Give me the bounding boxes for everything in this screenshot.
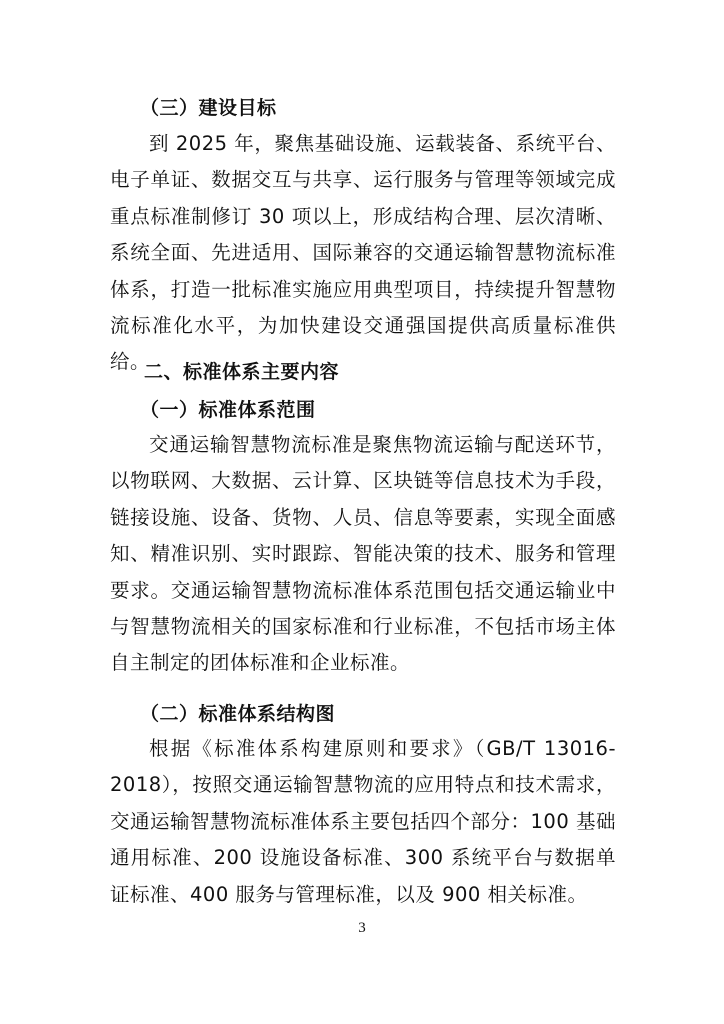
section-heading-structure-diagram: （二）标准体系结构图 <box>140 703 336 725</box>
paragraph-structure-diagram: 根据《标准体系构建原则和要求》（GB/T 13016-2018），按照交通运输智慧物流的应用特点和技术需求，交通运输智慧物流标准体系主要包括四个部分：100 基础通用标准、200 设施设备标准、300 系统平台与数据单证标准、400 服务与管理标准，以及 900 相关标准。 <box>110 737 616 906</box>
section-heading-system-scope: （一）标准体系范围 <box>140 399 316 421</box>
paragraph-system-scope: 交通运输智慧物流标准是聚焦物流运输与配送环节，以物联网、大数据、云计算、区块链等信息技术为手段，链接设施、设备、货物、人员、信息等要素，实现全面感知、精准识别、实时跟踪、智能决策的技术、服务和管理要求。交通运输智慧物流标准体系范围包括交通运输业中与智慧物流相关的国家标准和行业标准，不包括市场主体自主制定的团体标准和企业标准。 <box>110 433 616 675</box>
section-heading-construction-goals: （三）建设目标 <box>140 97 277 119</box>
page-number: 3 <box>358 920 366 936</box>
paragraph-construction-goals: 到 2025 年，聚焦基础设施、运载装备、系统平台、电子单证、数据交互与共享、运行服务与管理等领域完成重点标准制修订 30 项以上，形成结构合理、层次清晰、系统全面、先进适用、国际兼容的交通运输智慧物流标准体系，打造一批标准实施应用典型项目，持续提升智慧物流标准化水平，为加快建设交通强国提供高质量标准供给。 <box>110 132 616 374</box>
chapter-heading-main-content: 二、标准体系主要内容 <box>144 361 340 383</box>
